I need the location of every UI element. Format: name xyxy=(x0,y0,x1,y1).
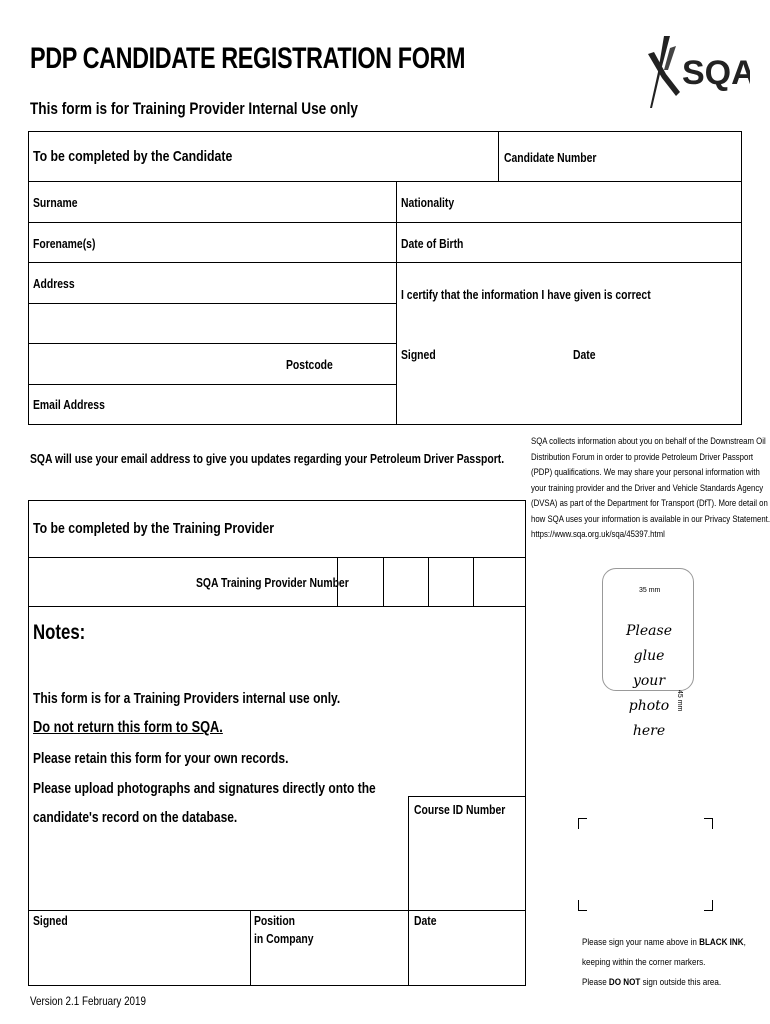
signature-corner-top-right xyxy=(704,818,713,829)
signature-corner-bottom-right xyxy=(704,900,713,911)
certify-statement: I certify that the information I have given is correct xyxy=(401,287,651,302)
photo-height-label: 45 mm xyxy=(676,690,683,712)
candidate-table xyxy=(28,131,742,425)
signature-corner-bottom-left xyxy=(578,900,587,911)
sqa-logo-icon xyxy=(640,30,750,110)
page-title: PDP CANDIDATE REGISTRATION FORM xyxy=(30,42,466,75)
photo-instructions: Please glue your photo here xyxy=(626,623,672,739)
provider-signed-label: Signed xyxy=(33,913,68,928)
notes-line-2: Do not return this form to SQA. xyxy=(33,719,223,736)
position-label: Position xyxy=(254,913,296,928)
candidate-number-label: Candidate Number xyxy=(504,150,597,165)
nationality-label: Nationality xyxy=(401,195,455,210)
candidate-signed-label: Signed xyxy=(401,347,436,362)
address-label: Address xyxy=(33,276,75,291)
surname-label: Surname xyxy=(33,195,78,210)
email-usage-note: SQA will use your email address to give you updates regarding your Petroleum Driver Passport. xyxy=(30,451,505,466)
candidate-section-heading: To be completed by the Candidate xyxy=(33,148,233,165)
candidate-date-label: Date xyxy=(573,347,596,362)
sqa-logo xyxy=(640,30,750,110)
forenames-label: Forename(s) xyxy=(33,236,96,251)
notes-line-4: Please upload photographs and signatures directly onto the xyxy=(33,780,376,797)
photo-width-label: 35 mm xyxy=(639,587,661,594)
signature-corner-top-left xyxy=(578,818,587,829)
privacy-statement-link[interactable]: https://www.sqa.org.uk/sqa/45397.html xyxy=(531,529,665,540)
version-footer: Version 2.1 February 2019 xyxy=(30,994,146,1008)
course-id-label: Course ID Number xyxy=(414,802,506,817)
provider-number-label: SQA Training Provider Number xyxy=(196,575,349,590)
notes-line-5: candidate's record on the database. xyxy=(33,809,238,826)
date-of-birth-label: Date of Birth xyxy=(401,236,464,251)
notes-line-1: This form is for a Training Providers internal use only. xyxy=(33,690,341,707)
page-subtitle: This form is for Training Provider Internal Use only xyxy=(30,99,358,118)
privacy-note: SQA collects information about you on behalf of the Downstream Oil Distribution Forum in order to provide Petroleum Driver Passport (PDP) qualifications. We may share your personal information with your training provider and the Driver and Vehicle Standards Agency (DVSA) as part of the Department for Transport (DfT). More detail on how SQA uses your information is available in our Privacy Statement. https://www.sqa.org.uk/sqa/45397.html xyxy=(531,434,761,543)
signature-note: Please sign your name above in BLACK INK, keeping within the corner markers. Please DO NOT sign outside this area. xyxy=(582,937,746,988)
notes-line-3: Please retain this form for your own records. xyxy=(33,750,289,767)
position-label-line2: in Company xyxy=(254,931,314,946)
email-address-label: Email Address xyxy=(33,397,105,412)
postcode-label: Postcode xyxy=(286,357,333,372)
provider-date-label: Date xyxy=(414,913,437,928)
notes-title: Notes: xyxy=(33,621,86,644)
svg-text:SQA: SQA xyxy=(682,54,750,92)
provider-section-heading: To be completed by the Training Provider xyxy=(33,520,275,537)
